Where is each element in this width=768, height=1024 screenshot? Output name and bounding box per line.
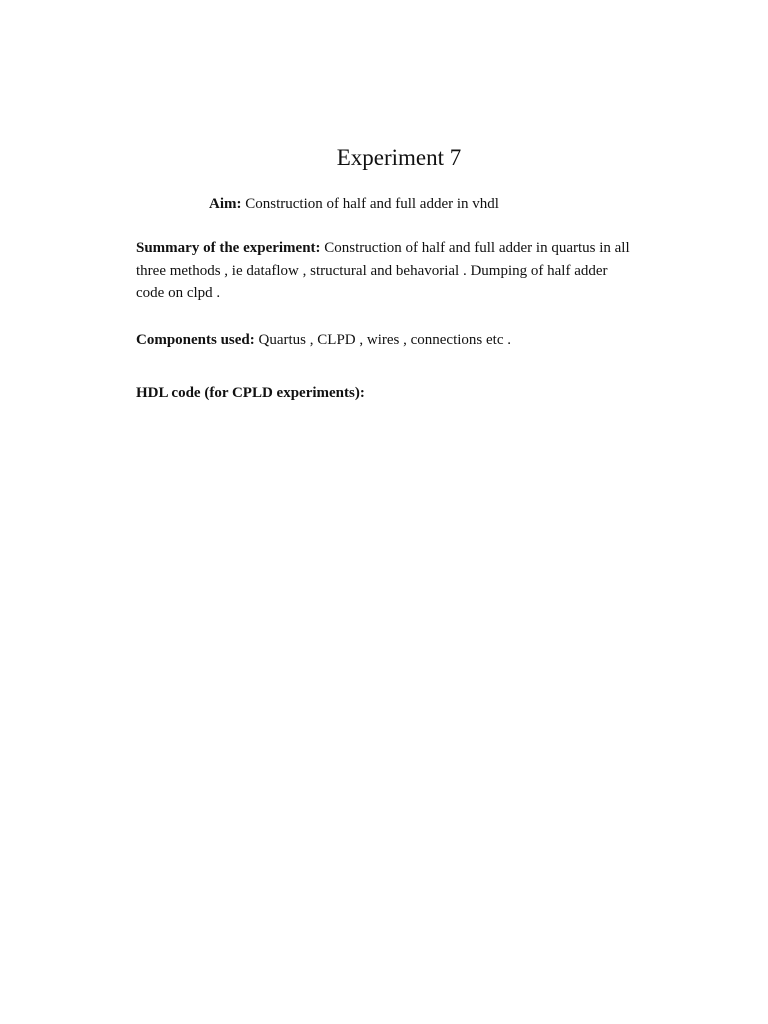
page-title: Experiment 7 xyxy=(336,145,462,170)
aim-text: Construction of half and full adder in vhdl xyxy=(241,196,499,212)
components-line xyxy=(136,329,636,352)
aim-label: Aim: xyxy=(209,196,242,212)
hdl-heading xyxy=(136,382,636,405)
summary-text: Construction of half and full adder in quartus in all three methods , ie dataflow , structural and behavorial . Dumping of half adder code on clpd . xyxy=(136,240,630,301)
components-label: Components used: xyxy=(136,332,255,348)
summary-label: Summary of the experiment: xyxy=(136,240,321,256)
aim-line xyxy=(209,194,499,214)
hdl-label: HDL code (for CPLD experiments): xyxy=(136,385,365,401)
summary-paragraph xyxy=(136,237,636,305)
components-text: Quartus , CLPD , wires , connections etc . xyxy=(254,332,511,348)
